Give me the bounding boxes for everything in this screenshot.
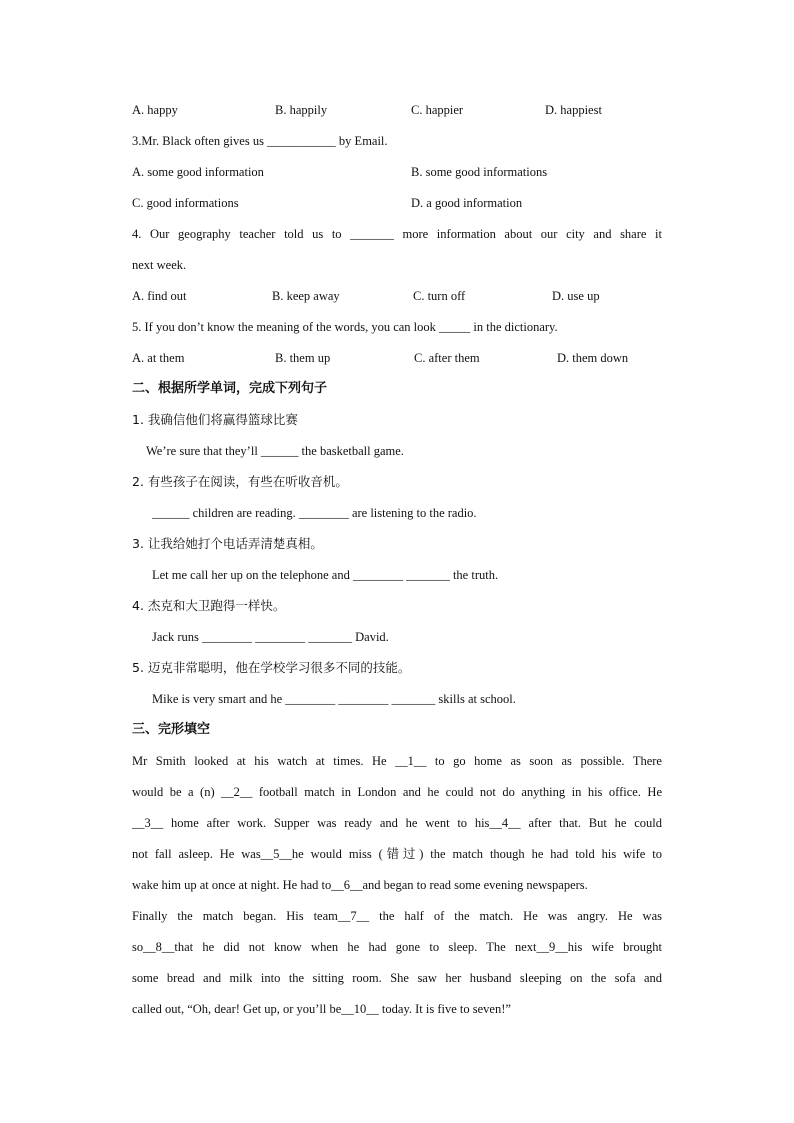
- q2-option-d: D. happiest: [545, 103, 602, 117]
- q5-stem: 5. If you don’t know the meaning of the words, you can look _____ in the dictionary.: [132, 320, 558, 334]
- q3-options-row2: [132, 193, 662, 224]
- q5-options: [132, 348, 662, 379]
- q3-option-d: D. a good information: [411, 196, 523, 210]
- q4-stem-line2: next week.: [132, 258, 187, 272]
- q3-option-a: A. some good information: [132, 165, 264, 179]
- q5-option-c: C. after them: [414, 351, 480, 365]
- s2-item5-chinese: 5. 迈克非常聪明，他在学校学习很多不同的技能。: [132, 660, 411, 675]
- cloze-line-9: called out, “Oh, dear! Get up, or you’ll be__10__ today. It is five to seven!”: [132, 1002, 511, 1016]
- s2-item3-english: Let me call her up on the telephone and ________ _______ the truth.: [152, 568, 499, 582]
- q5-option-b: B. them up: [275, 351, 331, 365]
- cloze-line-2: would be a (n) __2__ football match in London and he could not do anything in his office. He: [132, 785, 662, 799]
- q3-options-row1: [132, 162, 662, 193]
- section2-heading: 二、根据所学单词，完成下列句子: [132, 381, 328, 396]
- q5-option-a: A. at them: [132, 351, 185, 365]
- s2-item3-chinese: 3. 让我给她打个电话弄清楚真相。: [132, 536, 323, 551]
- s2-item2-english: ______ children are reading. ________ are listening to the radio.: [152, 506, 477, 520]
- worksheet-content: [132, 100, 662, 1030]
- q4-option-a: A. find out: [132, 289, 187, 303]
- cloze-line-7: so__8__that he did not know when he had gone to sleep. The next__9__his wife brought: [132, 940, 662, 954]
- s2-item1-chinese: 1. 我确信他们将赢得篮球比赛: [132, 412, 298, 427]
- cloze-line-5: wake him up at once at night. He had to__6__and began to read some evening newspapers.: [132, 878, 588, 892]
- cloze-line-6: Finally the match began. His team__7__ the half of the match. He was angry. He was: [132, 909, 662, 923]
- section3-heading: 三、完形填空: [132, 722, 211, 737]
- q3-option-c: C. good informations: [132, 196, 239, 210]
- q3-stem: 3.Mr. Black often gives us ___________ by Email.: [132, 134, 388, 148]
- q4-option-b: B. keep away: [272, 289, 340, 303]
- s2-item2-chinese: 2. 有些孩子在阅读，有些在听收音机。: [132, 474, 348, 489]
- q2-option-a: A. happy: [132, 103, 178, 117]
- s2-item4-english: Jack runs ________ ________ _______ David.: [152, 630, 389, 644]
- cloze-line-8: some bread and milk into the sitting room. She saw her husband sleeping on the sofa and: [132, 971, 662, 985]
- s2-item1-english: We’re sure that they’ll ______ the basketball game.: [146, 444, 404, 458]
- cloze-line-3: __3__ home after work. Supper was ready and he went to his__4__ after that. But he could: [132, 816, 662, 830]
- q3-option-b: B. some good informations: [411, 165, 548, 179]
- q4-options: [132, 286, 662, 317]
- s2-item5-english: Mike is very smart and he ________ ________ _______ skills at school.: [152, 692, 516, 706]
- q2-options: [132, 100, 662, 131]
- s2-item4-chinese: 4. 杰克和大卫跑得一样快。: [132, 598, 286, 613]
- q4-option-c: C. turn off: [413, 289, 466, 303]
- q2-option-b: B. happily: [275, 103, 328, 117]
- q5-option-d: D. them down: [557, 351, 629, 365]
- cloze-line-4: not fall asleep. He was__5__he would miss (错过) the match though he had told his wife to: [132, 847, 662, 861]
- q2-option-c: C. happier: [411, 103, 464, 117]
- q4-stem-line1: 4. Our geography teacher told us to _______ more information about our city and share it: [132, 227, 662, 241]
- cloze-line-1: Mr Smith looked at his watch at times. He __1__ to go home as soon as possible. There: [132, 754, 662, 768]
- q4-option-d: D. use up: [552, 289, 600, 303]
